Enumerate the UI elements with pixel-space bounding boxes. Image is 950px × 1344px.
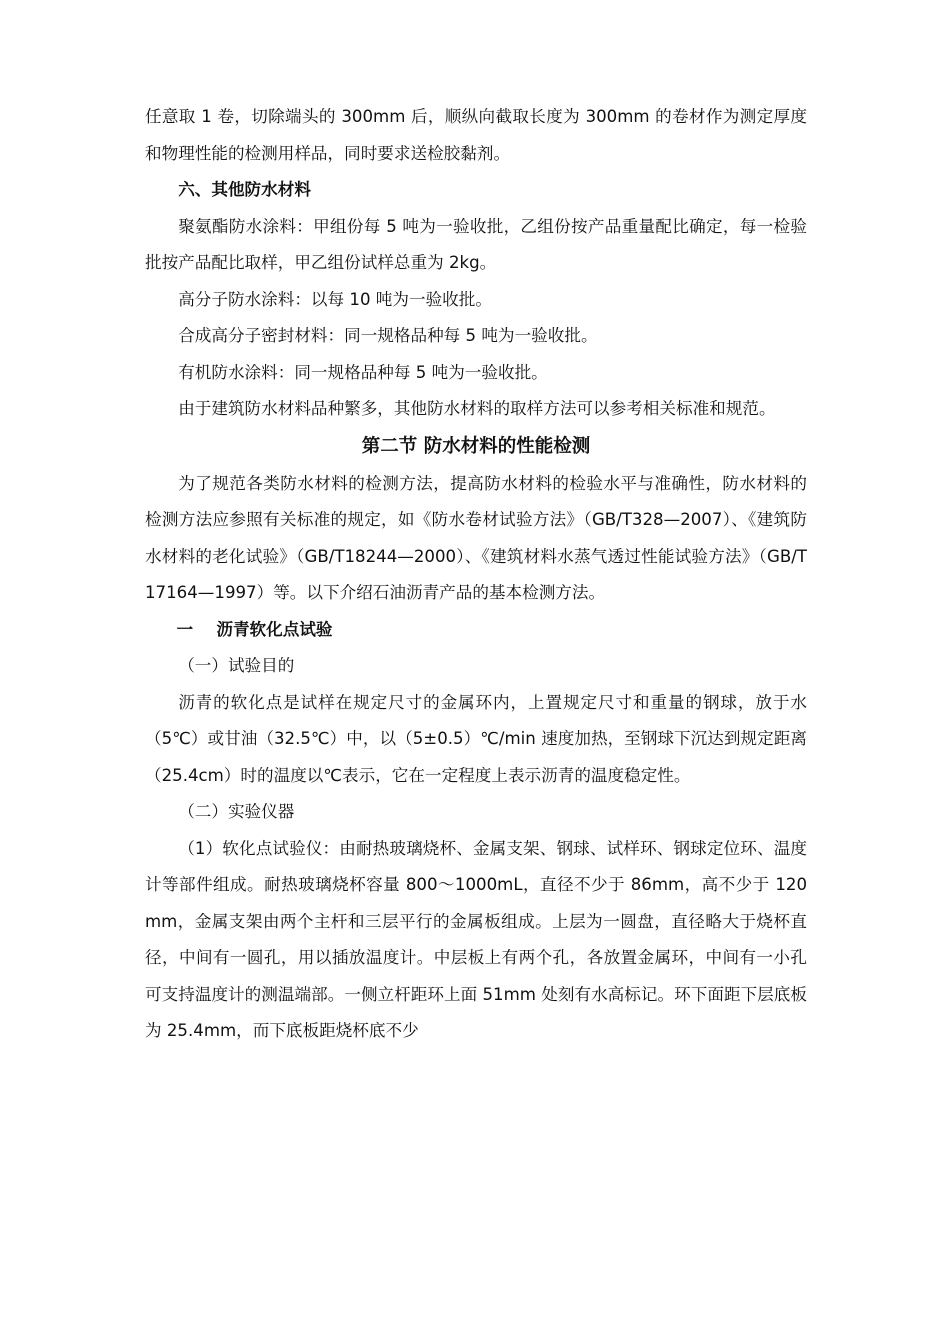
paragraph-polyurethane-coating: 聚氨酯防水涂料：甲组份每 5 吨为一验收批，乙组份按产品重量配比确定，每一检验批按产品配比取样，甲乙组份试样总重为 2kg。 [145,216,807,272]
heading-text: 沥青软化点试验 [216,619,333,639]
subheading-test-apparatus: （二）实验仪器 [178,802,295,821]
document-body [145,99,807,1050]
paragraph-apparatus-description: （1）软化点试验仪：由耐热玻璃烧杯、金属支架、钢球、试样环、钢球定位环、温度计等部件组成。耐热玻璃烧杯容量 800～1000mL，直径不少于 86mm，高不少于 120mm，金属支架由两个主杆和三层平行的金属板组成。上层为一圆盘，直径略大于烧杯直径，中间有一圆孔，用以插放温度计。中层板上有两个孔，各放置金属环，中间有一小孔可支持温度计的测温端部。一侧立杆距环上面 51mm 处刻有水高标记。环下面距下层底板为 25.4mm，而下底板距烧杯底不少 [145,838,807,1040]
section-title: 第二节 防水材料的性能检测 [361,435,591,457]
heading-number: 一 [176,619,194,639]
paragraph-other-sampling: 由于建筑防水材料品种繁多，其他防水材料的取样方法可以参考相关标准和规范。 [178,399,776,418]
subheading-test-purpose: （一）试验目的 [178,656,295,675]
heading-softening-point-test [145,612,807,649]
paragraph-organic-coating: 有机防水涂料：同一规格品种每 5 吨为一验收批。 [178,362,548,382]
paragraph-polymer-coating: 高分子防水涂料：以每 10 吨为一验收批。 [178,289,492,309]
heading-other-waterproof-materials: 六、其他防水材料 [178,180,311,199]
paragraph-softening-point-definition: 沥青的软化点是试样在规定尺寸的金属环内，上置规定尺寸和重量的钢球，放于水（5℃）或甘油（32.5℃）中，以（5±0.5）℃/min 速度加热，至钢球下沉达到规定距离（25.4cm）时的温度以℃表示，它在一定程度上表示沥青的温度稳定性。 [145,692,807,785]
paragraph-sealing-material: 合成高分子密封材料：同一规格品种每 5 吨为一验收批。 [178,326,598,345]
paragraph-testing-standards: 为了规范各类防水材料的检测方法，提高防水材料的检验水平与准确性，防水材料的检测方法应参照有关标准的规定，如《防水卷材试验方法》（GB/T328—2007）、《建筑防水材料的老化试验》（GB/T18244—2000）、《建筑材料水蒸气透过性能试验方法》（GB/T17164—1997）等。以下介绍石油沥青产品的基本检测方法。 [145,473,807,602]
paragraph-sampling-continued: 任意取 1 卷，切除端头的 300mm 后，顺纵向截取长度为 300mm 的卷材作为测定厚度和物理性能的检测用样品，同时要求送检胶黏剂。 [145,107,807,163]
